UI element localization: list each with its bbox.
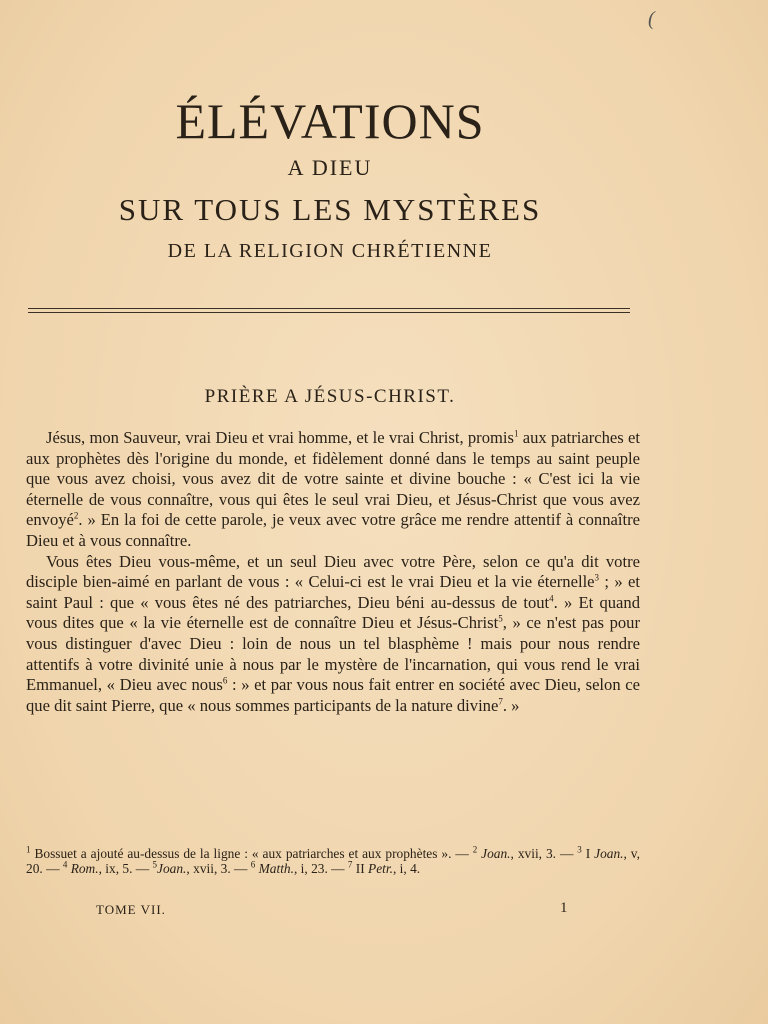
subtitle-a-dieu: A DIEU bbox=[287, 155, 373, 180]
main-title: ÉLÉVATIONS bbox=[175, 93, 485, 149]
section-title: PRIÈRE A JÉSUS-CHRIST. bbox=[204, 386, 456, 407]
footnote-ref: 4 bbox=[549, 593, 554, 604]
corner-mark: ( bbox=[648, 8, 655, 30]
paragraph-1: Jésus, mon Sauveur, vrai Dieu et vrai homme, et le vrai Christ, promis$^1$ aux patriarches et aux prophètes dès l'origine du monde, et fidèlement donné dans le temps au saint peuple que vous avez choisi, vous avez dit de votre sainte et divine bouche : « C'est ici la vie éternelle de vous connaître, vous qui êtes le seul vrai Dieu, et Jésus-Christ que vous avez envoyé$^2$. » En la foi de cette parole, je veux avec votre grâce me rendre attentif à connaître Dieu et à vous connaître. bbox=[26, 428, 640, 550]
footnote-ref: 6 bbox=[222, 675, 228, 686]
footnote-ref: 2 bbox=[73, 510, 79, 521]
title-block bbox=[0, 92, 660, 264]
paragraph-2: Vous êtes Dieu vous-même, et un seul Dieu avec votre Père, selon ce qu'a dit votre disciple bien-aimé en parlant de vous : « Celui-ci est le vrai Dieu et la vie éternelle$^3$ ; » et saint Paul : que « vous êtes né des patriarches, Dieu béni au-dessus de tout$^4$. » Et quand vous dites que « la vie éternelle est de connaître Dieu et Jésus-Christ$^5$, » ce n'est pas pour vous distinguer d'avec Dieu : loin de nous un tel blasphème ! mais pour nous rendre attentifs à votre divinité unie à nous par le mystère de l'incarnation, qui vous rend le vrai Emmanuel, « Dieu avec nous$^6$ : » et par vous nous fait entrer en société avec Dieu, selon ce que dit saint Pierre, que « nous sommes participants de la nature divine$^7$. » bbox=[26, 551, 640, 715]
footnote-ref: 5 bbox=[498, 613, 503, 624]
footnotes: $^1$ Bossuet a ajouté au-dessus de la ligne : « aux patriarches et aux prophètes ». — $^2$ Joan., xvii, 3. — $^3$ I Joan., v, 20. — $^4$ Rom., ix, 5. — $^5$Joan., xvii, 3. — $^6$ Matth., i, 23. — $^7$ II Petr., i, 4. bbox=[26, 844, 640, 876]
signature-mark: 1 bbox=[560, 900, 568, 916]
footnote-ref: 7 bbox=[498, 696, 503, 707]
footnote-ref: 3 bbox=[594, 572, 600, 583]
body-text bbox=[26, 428, 640, 716]
subtitle-religion: DE LA RELIGION CHRÉTIENNE bbox=[167, 240, 493, 262]
subtitle-mysteres: SUR TOUS LES MYSTÈRES bbox=[118, 192, 542, 227]
title-rule bbox=[28, 308, 630, 313]
volume-label: TOME VII. bbox=[96, 902, 166, 917]
footnote-ref: 1 bbox=[513, 428, 519, 439]
